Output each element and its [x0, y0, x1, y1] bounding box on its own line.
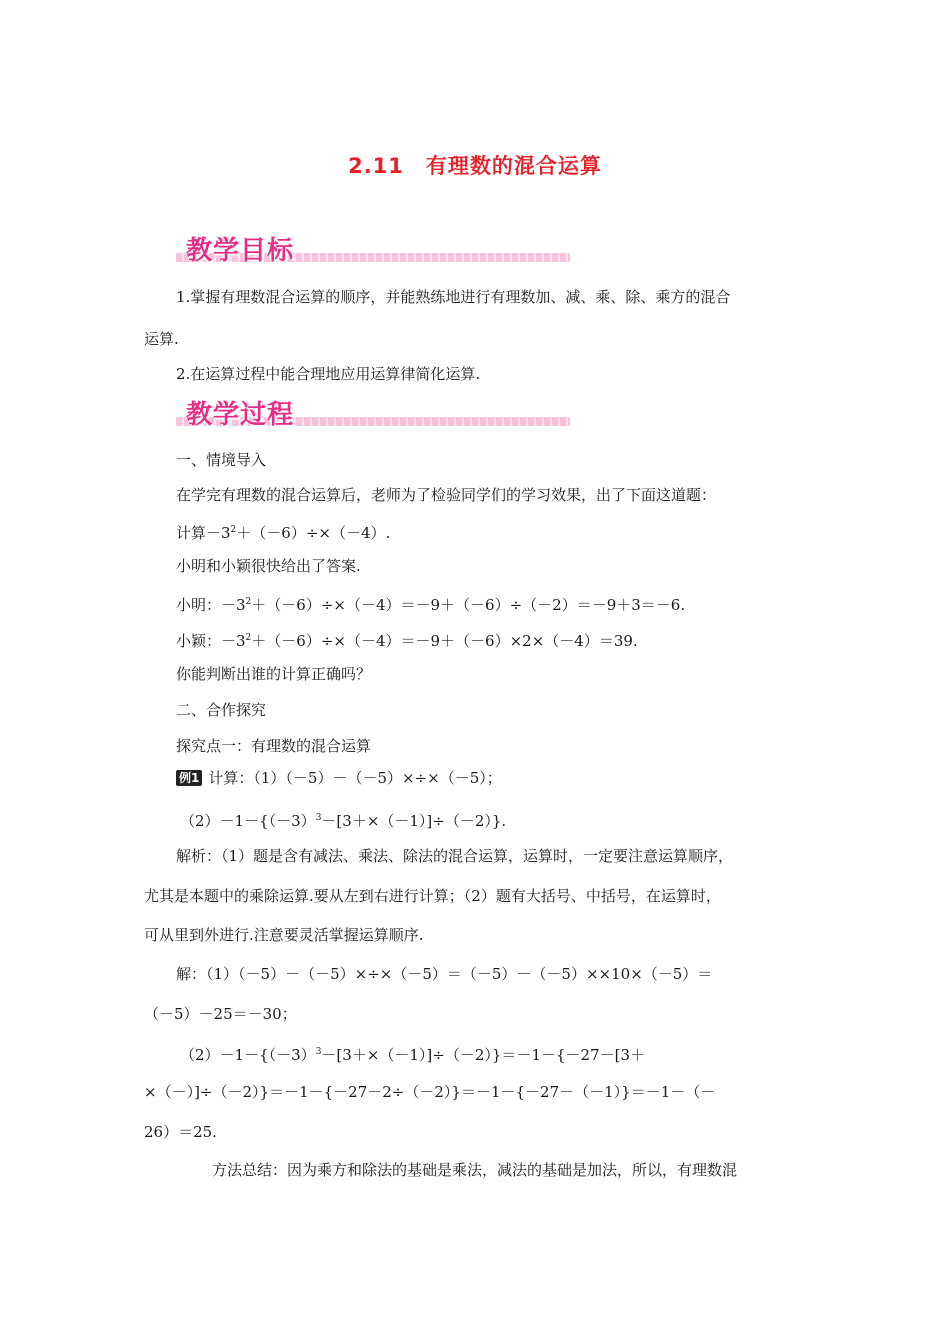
- analysis-line-2: 尤其是本题中的乘除运算.要从左到右进行计算；（2）题有大括号、中括号，在运算时，: [144, 887, 721, 905]
- xy-sup: 2: [245, 633, 252, 643]
- goals-banner-label: 教学目标: [186, 236, 295, 266]
- goal-1-line-a: 1.掌握有理数混合运算的顺序，并能熟练地进行有理数加、减、乘、除、乘方的混合: [176, 288, 731, 306]
- method-summary: 方法总结：因为乘方和除法的基础是乘法，减法的基础是加法，所以，有理数混: [212, 1161, 738, 1179]
- solution-line-5: 26）＝25.: [144, 1123, 217, 1141]
- process-banner: [176, 396, 570, 428]
- ex2-post: －[3＋×（－1）]÷（－2）}.: [321, 812, 507, 830]
- explore-point: 探究点一：有理数的混合运算: [176, 737, 372, 755]
- xy-post: ＋（－6）÷×（－4）＝－9＋（－6）×2×（－4）＝39.: [251, 632, 638, 650]
- q-post: ＋（－6）÷×（－4）.: [236, 524, 391, 542]
- goal-2: 2.在运算过程中能合理地应用运算律简化运算.: [176, 365, 481, 383]
- ex2-sup: 3: [315, 813, 322, 823]
- example-1-line-1: [176, 768, 502, 788]
- goals-banner: [176, 232, 570, 264]
- xiaoming-answer: [176, 592, 685, 615]
- xy-pre: 小颖：－3: [176, 632, 246, 650]
- page-title: 2.11 有理数的混合运算: [348, 154, 602, 178]
- xm-pre: 小明：－3: [176, 596, 246, 614]
- analysis-line-3: 可从里到外进行.注意要灵活掌握运算顺序.: [144, 926, 424, 944]
- solution-line-1: 解：（1）（－5）－（－5）×÷×（－5）＝（－5）－（－5）××10×（－5）＝: [176, 965, 713, 983]
- solution-line-4: ×（－）]÷（－2）}＝－1－{－27－2÷（－2）}＝－1－{－27－（－1）}＝－1－（－: [144, 1083, 716, 1101]
- s3-sup: 3: [315, 1047, 322, 1057]
- intro-paragraph-3: 你能判断出谁的计算正确吗？: [176, 665, 372, 683]
- xiaoying-answer: [176, 628, 638, 651]
- s3-pre: （2）－1－{（－3）: [180, 1046, 316, 1064]
- example-1-text: 计算：（1）（－5）－（－5）×÷×（－5）；: [208, 769, 502, 787]
- intro-paragraph-2: 小明和小颖很快给出了答案.: [176, 557, 361, 575]
- xm-sup: 2: [245, 597, 252, 607]
- explore-heading: 二、合作探究: [176, 701, 267, 719]
- q-pre: 计算－3: [176, 524, 231, 542]
- xm-post: ＋（－6）÷×（－4）＝－9＋（－6）÷（－2）＝－9＋3＝－6.: [251, 596, 686, 614]
- example-1-line-2: [180, 808, 506, 831]
- goal-1-line-b: 运算.: [144, 330, 179, 348]
- s3-post: －[3＋×（－1）]÷（－2）}＝－1－{－27－[3＋: [321, 1046, 646, 1064]
- solution-line-2: （－5）－25＝－30；: [144, 1005, 297, 1023]
- intro-question: [176, 520, 390, 543]
- intro-paragraph-1: 在学完有理数的混合运算后，老师为了检验同学们的学习效果，出了下面这道题：: [176, 486, 717, 504]
- intro-heading: 一、情境导入: [176, 451, 267, 469]
- q-sup: 2: [230, 525, 237, 535]
- solution-line-3: [180, 1042, 645, 1065]
- analysis-line-1: 解析：（1）题是含有减法、乘法、除法的混合运算，运算时，一定要注意运算顺序，: [176, 847, 734, 865]
- process-banner-label: 教学过程: [186, 400, 295, 430]
- ex2-pre: （2）－1－{（－3）: [180, 812, 316, 830]
- example-badge: 例1: [176, 770, 202, 786]
